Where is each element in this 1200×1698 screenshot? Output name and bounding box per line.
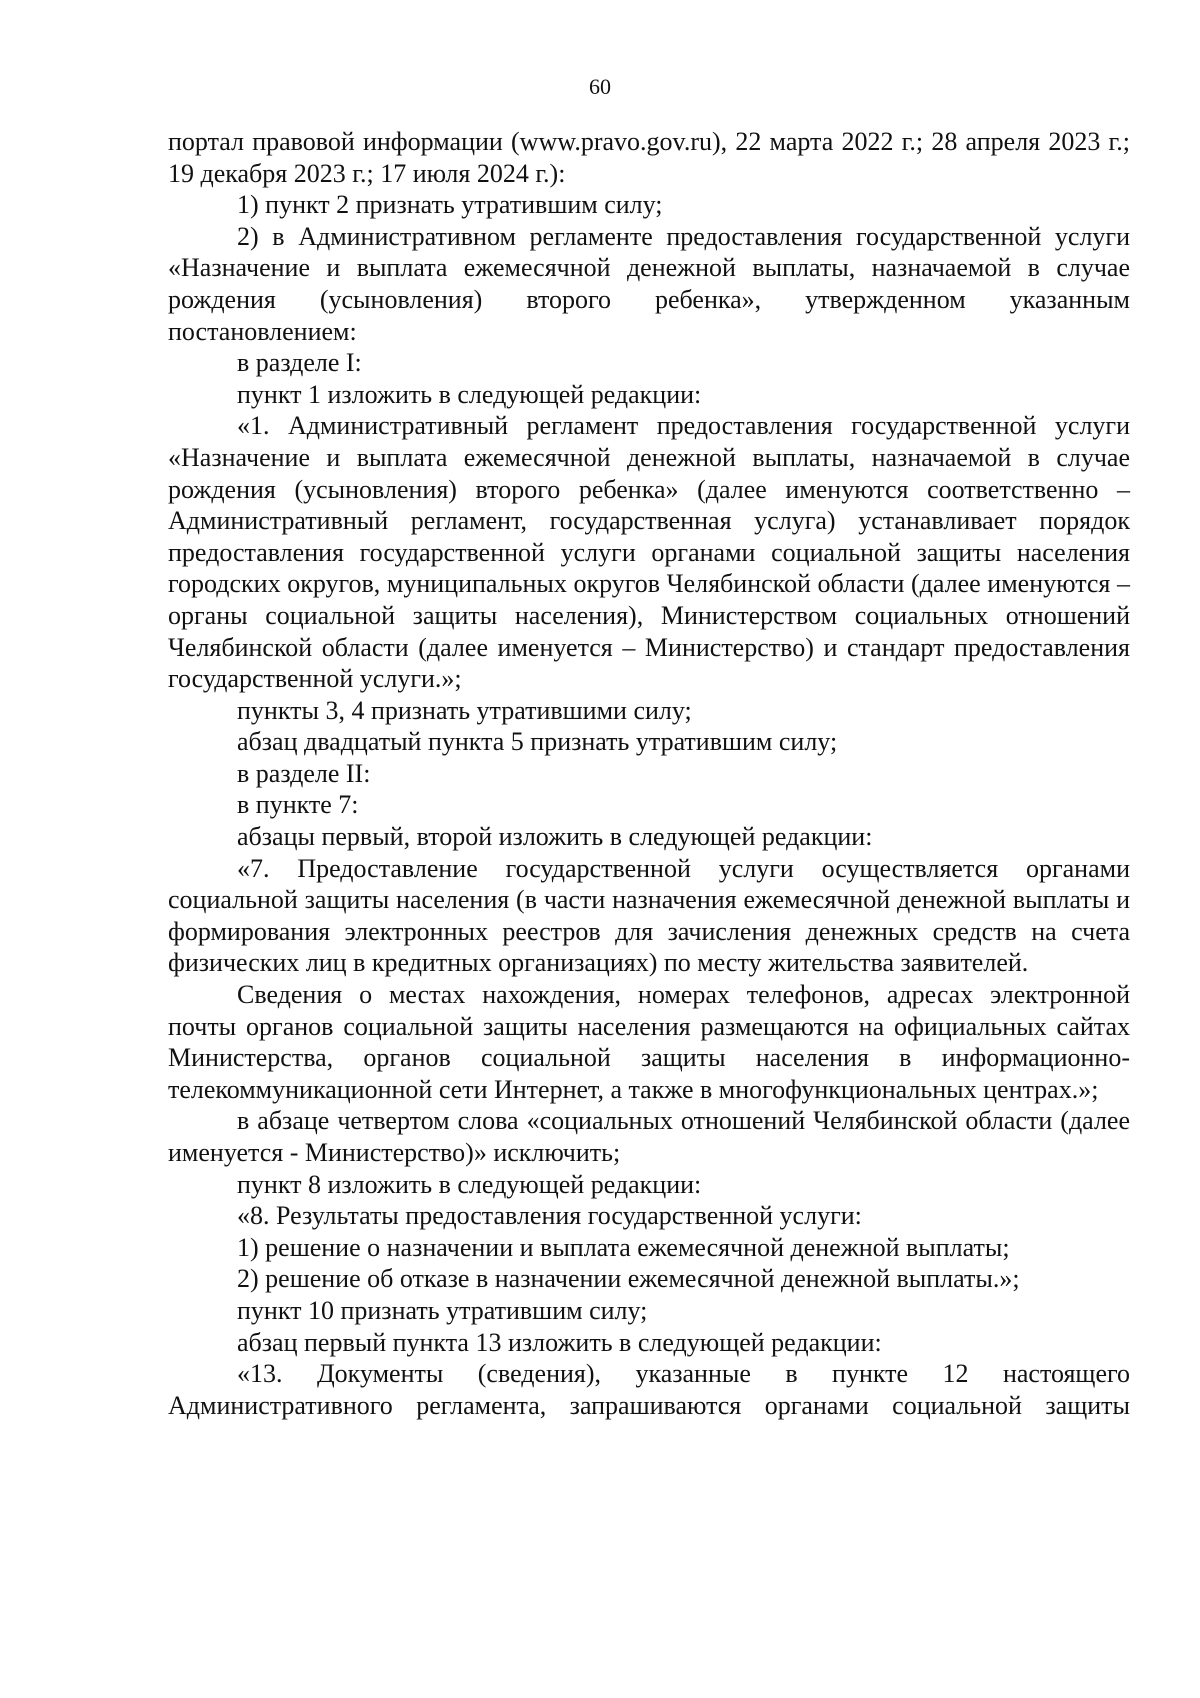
paragraph: пункты 3, 4 признать утратившими силу; xyxy=(237,695,692,725)
paragraph: 2) в Административном регламенте предоставления государственной услуги «Назначение и выплата ежемесячной денежной выплаты, назначаемой в случае рождения (усыновления) второго ребенка», утвержденном указанным постановлением: xyxy=(168,221,1130,346)
paragraph: в пункте 7: xyxy=(237,790,359,820)
page-number: 60 xyxy=(589,74,611,99)
paragraph: «8. Результаты предоставления государственной услуги: xyxy=(237,1201,862,1231)
paragraph: в разделе I: xyxy=(237,348,362,378)
document-body xyxy=(168,126,1130,1421)
paragraph: пункт 10 признать утратившим силу; xyxy=(237,1295,648,1325)
paragraph: «7. Предоставление государственной услуги осуществляется органами социальной защиты населения (в части назначения ежемесячной денежной выплаты и формирования электронных реестров для зачисления денежных средств на счета физических лиц в кредитных организациях) по месту жительства заявителей. xyxy=(168,853,1130,978)
paragraph: абзац первый пункта 13 изложить в следующей редакции: xyxy=(237,1327,882,1357)
paragraph: портал правовой информации (www.pravo.gov.ru), 22 марта 2022 г.; 28 апреля 2023 г.; 19 декабря 2023 г.; 17 июля 2024 г.): xyxy=(168,127,1130,188)
paragraph: 1) решение о назначении и выплата ежемесячной денежной выплаты; xyxy=(237,1232,1010,1262)
paragraph: в разделе II: xyxy=(237,758,371,788)
paragraph: абзац двадцатый пункта 5 признать утратившим силу; xyxy=(237,727,838,757)
paragraph: 2) решение об отказе в назначении ежемесячной денежной выплаты.»; xyxy=(237,1264,1020,1294)
paragraph: пункт 1 изложить в следующей редакции: xyxy=(237,379,702,409)
paragraph: в абзаце четвертом слова «социальных отношений Челябинской области (далее именуется - Министерство)» исключить; xyxy=(168,1106,1130,1167)
paragraph: «13. Документы (сведения), указанные в пункте 12 настоящего Административного регламента, запрашиваются органами социальной защиты xyxy=(168,1359,1130,1420)
paragraph: «1. Административный регламент предоставления государственной услуги «Назначение и выплата ежемесячной денежной выплаты, назначаемой в случае рождения (усыновления) второго ребенка» (далее именуются соответственно – Административный регламент, государственная услуга) устанавливает порядок предоставления государственной услуги органами социальной защиты населения городских округов, муниципальных округов Челябинской области (далее именуются – органы социальной защиты населения), Министерством социальных отношений Челябинской области (далее именуется – Министерство) и стандарт предоставления государственной услуги.»; xyxy=(168,411,1130,694)
paragraph: абзацы первый, второй изложить в следующей редакции: xyxy=(237,822,873,852)
paragraph: Сведения о местах нахождения, номерах телефонов, адресах электронной почты органов социальной защиты населения размещаются на официальных сайтах Министерства, органов социальной защиты населения в информационно-телекоммуникационной сети Интернет, а также в многофункциональных центрах.»; xyxy=(168,980,1130,1104)
paragraph: 1) пункт 2 признать утратившим силу; xyxy=(237,190,663,220)
paragraph: пункт 8 изложить в следующей редакции: xyxy=(237,1169,702,1199)
